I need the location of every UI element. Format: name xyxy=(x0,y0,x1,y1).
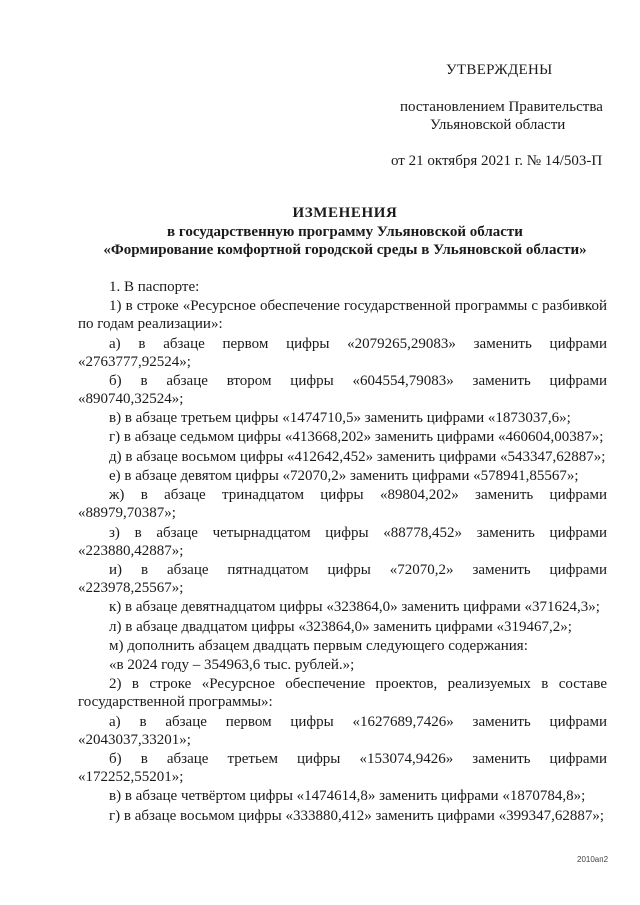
paragraph: к) в абзаце девятнадцатом цифры «323864,0» заменить цифрами «371624,3»; xyxy=(109,599,600,616)
paragraph: л) в абзаце двадцатом цифры «323864,0» заменить цифрами «319467,2»; xyxy=(109,618,572,635)
paragraph: и) в абзаце пятнадцатом цифры «72070,2» заменить цифрами «223978,25567»; xyxy=(78,561,607,596)
paragraph: е) в абзаце девятом цифры «72070,2» заменить цифрами «578941,85567»; xyxy=(109,468,579,485)
paragraph: «в 2024 году – 354963,6 тыс. рублей.»; xyxy=(109,657,355,674)
paragraph: а) в абзаце первом цифры «2079265,29083» заменить цифрами «2763777,92524»; xyxy=(78,335,607,370)
heading-subtitle-2: «Формирование комфортной городской среды в Ульяновской области» xyxy=(103,242,587,258)
approval-line-1: постановлением Правительства xyxy=(400,99,603,115)
paragraph: г) в абзаце восьмом цифры «333880,412» заменить цифрами «399347,62887»; xyxy=(109,807,604,824)
paragraph: 2) в строке «Ресурсное обеспечение проектов, реализуемых в составе государственной программы»: xyxy=(78,676,607,711)
paragraph: 1) в строке «Ресурсное обеспечение государственной программы с разбивкой по годам реализации»: xyxy=(78,298,607,333)
heading-title: ИЗМЕНЕНИЯ xyxy=(292,205,398,221)
paragraph: м) дополнить абзацем двадцать первым следующего содержания: xyxy=(109,637,528,654)
paragraph: в) в абзаце третьем цифры «1474710,5» заменить цифрами «1873037,6»; xyxy=(109,410,571,427)
document-body xyxy=(78,278,607,826)
paragraph: б) в абзаце втором цифры «604554,79083» заменить цифрами «890740,32524»; xyxy=(78,372,607,407)
paragraph: г) в абзаце седьмом цифры «413668,202» заменить цифрами «460604,00387»; xyxy=(109,429,604,446)
approval-date: от 21 октября 2021 г. № 14/503-П xyxy=(391,153,603,169)
heading-subtitle-1: в государственную программу Ульяновской области xyxy=(167,224,523,240)
paragraph: в) в абзаце четвёртом цифры «1474614,8» заменить цифрами «1870784,8»; xyxy=(109,788,586,805)
page-footnote: 2010ап2 xyxy=(577,855,609,864)
approval-title: УТВЕРЖДЕНЫ xyxy=(446,62,553,78)
approval-line-2: Ульяновской области xyxy=(430,117,566,133)
paragraph: а) в абзаце первом цифры «1627689,7426» заменить цифрами «2043037,33201»; xyxy=(78,713,607,748)
document-heading xyxy=(60,204,630,259)
paragraph: б) в абзаце третьем цифры «153074,9426» заменить цифрами «172252,55201»; xyxy=(78,751,607,786)
paragraph: з) в абзаце четырнадцатом цифры «88778,452» заменить цифрами «223880,42887»; xyxy=(78,524,607,559)
paragraph: д) в абзаце восьмом цифры «412642,452» заменить цифрами «543347,62887»; xyxy=(109,448,606,465)
paragraph: ж) в абзаце тринадцатом цифры «89804,202» заменить цифрами «88979,70387»; xyxy=(78,487,607,522)
paragraph: 1. В паспорте: xyxy=(109,279,200,295)
